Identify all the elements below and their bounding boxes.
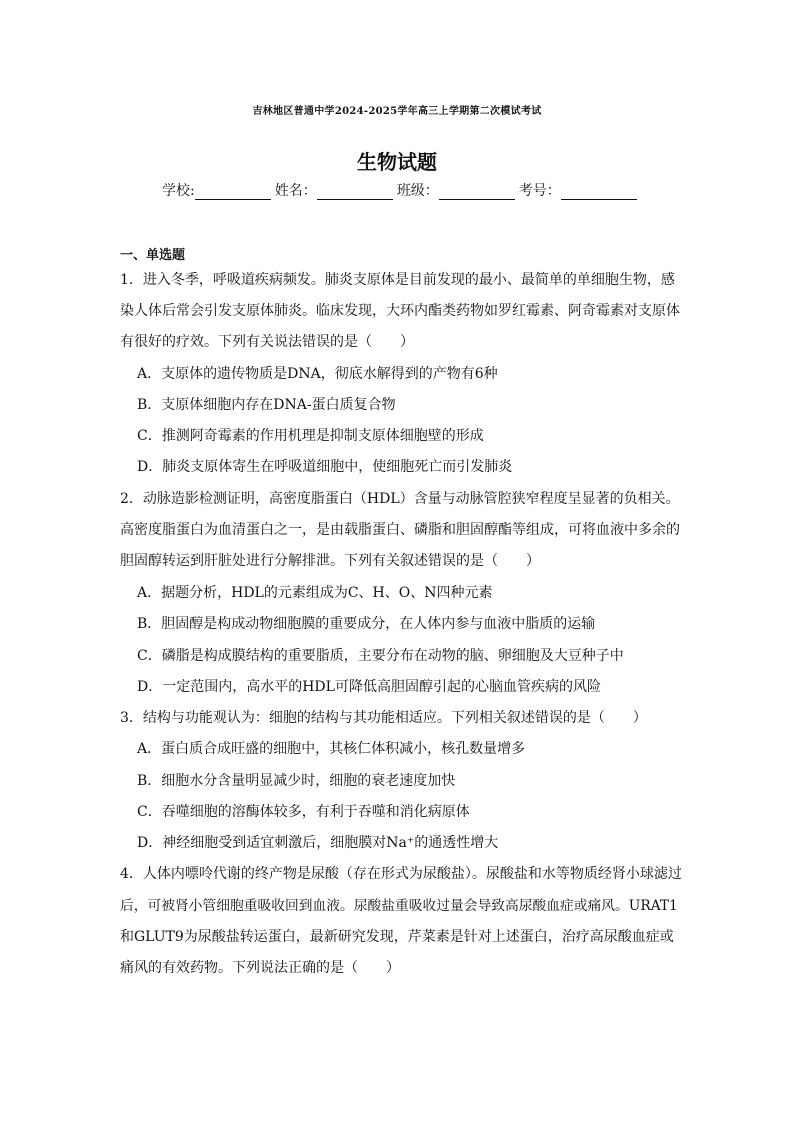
name-blank [317, 185, 393, 200]
question-3-option-a: A．蛋白质合成旺盛的细胞中，其核仁体积减小，核孔数量增多 [137, 741, 526, 757]
number-blank [561, 185, 637, 200]
question-2-line-3: 胆固醇转运到肝脏处进行分解排泄。下列有关叙述错误的是（ ） [120, 553, 540, 569]
school-label: 学校: [162, 183, 195, 199]
question-1-line-2: 染人体后常会引发支原体肺炎。临床发现，大环内酯类药物如罗红霉素、阿奇霉素对支原体 [120, 303, 680, 319]
question-4-line-2: 后，可被肾小管细胞重吸收回到血液。尿酸盐重吸收过量会导致高尿酸血症或痛风。URAT1 [120, 898, 678, 914]
school-blank [195, 185, 271, 200]
question-2-option-d: D．一定范围内，高水平的HDL可降低高胆固醇引起的心脑血管疾病的风险 [137, 679, 601, 695]
question-3-line-1: 3．结构与功能观认为：细胞的结构与其功能相适应。下列相关叙述错误的是（ ） [120, 710, 647, 726]
question-2-option-a: A．据题分析，HDL的元素组成为C、H、O、N四种元素 [137, 585, 493, 601]
question-1-option-d: D．肺炎支原体寄生在呼吸道细胞中，使细胞死亡而引发肺炎 [137, 459, 513, 475]
question-4-line-4: 痛风的有效药物。下列说法正确的是（ ） [120, 960, 400, 976]
class-blank [439, 185, 515, 200]
question-2-line-2: 高密度脂蛋白为血清蛋白之一，是由载脂蛋白、磷脂和胆固醇酯等组成，可将血液中多余的 [120, 522, 680, 538]
question-3-option-d: D．神经细胞受到适宜刺激后，细胞膜对Na⁺的通透性增大 [137, 835, 499, 851]
question-2-option-c: C．磷脂是构成膜结构的重要脂质，主要分布在动物的脑、卵细胞及大豆种子中 [137, 648, 624, 664]
question-1-option-b: B．支原体细胞内存在DNA-蛋白质复合物 [137, 397, 396, 413]
exam-subtitle: 生物试题 [357, 150, 437, 174]
question-4-line-3: 和GLUT9为尿酸盐转运蛋白，最新研究发现，芹菜素是针对上述蛋白，治疗高尿酸血症或 [120, 929, 674, 945]
question-1-line-3: 有很好的疗效。下列有关说法错误的是（ ） [120, 334, 414, 350]
name-label: 姓名： [274, 183, 317, 199]
question-2-option-b: B．胆固醇是构成动物细胞膜的重要成分，在人体内参与血液中脂质的运输 [137, 616, 596, 632]
question-1-line-1: 1．进入冬季，呼吸道疾病频发。肺炎支原体是目前发现的最小、最简单的单细胞生物，感 [120, 272, 675, 288]
question-3-option-b: B．细胞水分含量明显减少时，细胞的衰老速度加快 [137, 773, 456, 789]
exam-title: 吉林地区普通中学2024-2025学年高三上学期第二次模试考试 [252, 106, 542, 117]
student-info-row [162, 180, 641, 200]
question-1-option-a: A．支原体的遗传物质是DNA，彻底水解得到的产物有6种 [137, 366, 498, 382]
question-3-option-c: C．吞噬细胞的溶酶体较多，有利于吞噬和消化病原体 [137, 804, 470, 820]
class-label: 班级： [396, 183, 439, 199]
question-2-line-1: 2．动脉造影检测证明，高密度脂蛋白（HDL）含量与动脉管腔狭窄程度呈显著的负相关。 [120, 491, 680, 507]
number-label: 考号： [518, 183, 561, 199]
question-4-line-1: 4．人体内嘌呤代谢的终产物是尿酸（存在形式为尿酸盐）。尿酸盐和水等物质经肾小球滤过 [120, 866, 682, 882]
question-1-option-c: C．推测阿奇霉素的作用机理是抑制支原体细胞壁的形成 [137, 428, 484, 444]
section-heading: 一、单选题 [120, 248, 186, 263]
